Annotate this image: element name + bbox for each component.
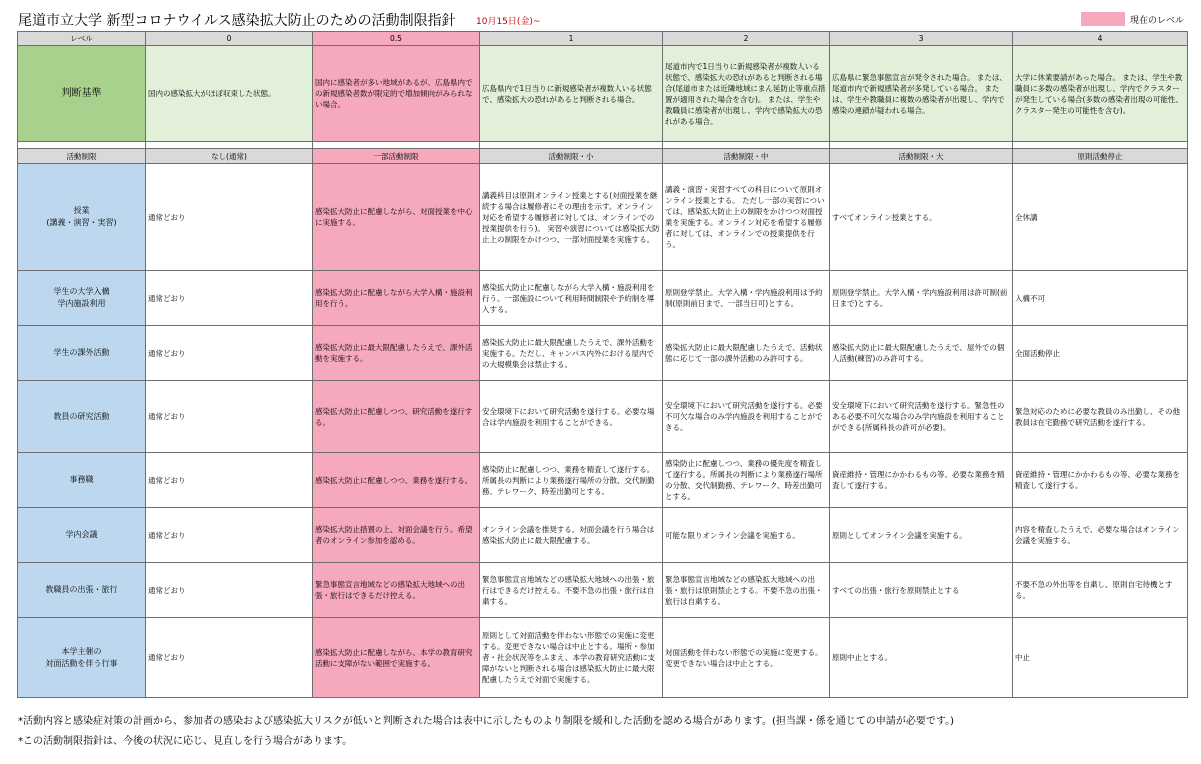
table-cell: 原則としてオンライン会議を実施する。 <box>830 508 1013 563</box>
level-3: 3 <box>830 32 1013 46</box>
criteria-cell: 尾道市内で1日当りに新規感染者が複数人いる状態で、感染拡大の恐れがあると判断される場合(尾道市または近隣地域にまん延防止等重点措置が適用された場合を含む)。 または、学生や教職員に感染者が出現し、学内で感染拡大の恐れがある場合。 <box>663 46 830 142</box>
table-cell: すべての出張・旅行を原則禁止とする <box>830 563 1013 618</box>
table-row <box>18 164 1188 271</box>
table-cell: 資産維持・管理にかかわるもの等、必要な業務を精査して遂行する。 <box>830 453 1013 508</box>
table-cell: 緊急対応のために必要な教員のみ出勤し、その他教員は在宅勤務で研究活動を遂行する。 <box>1013 381 1188 453</box>
table-cell: 感染防止に配慮しつつ、業務の優先度を精査して遂行する。所属長の判断により業務遂行場所の分散、交代制勤務、テレワーク、時差出勤可とする。 <box>663 453 830 508</box>
activity-level-name: 活動制限・大 <box>830 149 1013 164</box>
activity-level-name: 原則活動停止 <box>1013 149 1188 164</box>
table-cell: 感染拡大防止に配慮しながら、対面授業を中心に実施する。 <box>313 164 480 271</box>
table-cell: すべてオンライン授業とする。 <box>830 164 1013 271</box>
table-cell: 感染防止に配慮しつつ、業務を精査して遂行する。所属長の判断により業務遂行場所の分散、交代制勤務、テレワーク、時差出勤可とする。 <box>480 453 663 508</box>
table-row <box>18 618 1188 698</box>
table-cell: 全面活動停止 <box>1013 326 1188 381</box>
table-cell: 講義・演習・実習すべての科目について原則オンライン授業とする。 ただし一部の実習については、感染拡大防止上の制限をかけつつ対面授業を実施する。オンライン対応を希望する履修者に対しては、オンラインでの授業提供を行う。 <box>663 164 830 271</box>
table-row <box>18 563 1188 618</box>
criteria-cell: 大学に休業要請があった場合。 または、学生や教職員に多数の感染者が出現し、学内でクラスターが発生している場合(多数の感染者出現の可能性、クラスター発生の可能性を含む)。 <box>1013 46 1188 142</box>
criteria-cell: 広島県に緊急事態宣言が発令された場合。 または、尾道市内で新規感染者が多発している場合。 または、学生や教職員に複数の感染者が出現し、学内で感染の連鎖が疑われる場合。 <box>830 46 1013 142</box>
table-cell: 資産維持・管理にかかわるもの等、必要な業務を精査して遂行する。 <box>1013 453 1188 508</box>
table-cell: 通常どおり <box>146 271 313 326</box>
table-cell: 通常どおり <box>146 618 313 698</box>
table-cell: 原則中止とする。 <box>830 618 1013 698</box>
table-cell: 講義科目は原則オンライン授業とする(対面授業を継続する場合は履修者にその理由を示す。オンライン対応を希望する履修者に対しては、オンラインでの授業提供を行う)。 実習や演習については感染拡大防止上の制限をかけつつ、一部対面授業を実施する。 <box>480 164 663 271</box>
criteria-label: 判断基準 <box>18 46 146 142</box>
level-4: 4 <box>1013 32 1188 46</box>
table-cell: 原則登学禁止。大学入構・学内施設利用は許可制(前日まで)とする。 <box>830 271 1013 326</box>
row-label-events: 本学主催の 対面活動を伴う行事 <box>18 618 146 698</box>
activity-restriction-table <box>17 31 1188 698</box>
current-level-legend-label: 現在のレベル <box>1130 16 1185 26</box>
table-cell: 感染拡大防止に最大限配慮したうえで、課外活動を実施する。 <box>313 326 480 381</box>
row-label-meetings: 学内会議 <box>18 508 146 563</box>
footnotes <box>18 712 954 752</box>
table-cell: 全休講 <box>1013 164 1188 271</box>
criteria-cell: 国内に感染者が多い地域があるが、広島県内での新規感染者数が限定的で増加傾向がみられない場合。 <box>313 46 480 142</box>
table-row <box>18 453 1188 508</box>
footnote: *この活動制限指針は、今後の状況に応じ、見直しを行う場合があります。 <box>18 736 353 747</box>
table-cell: 緊急事態宣言地域などの感染拡大地域への出張・旅行はできるだけ控える。不要不急の出張・旅行は自粛する。 <box>480 563 663 618</box>
level-2: 2 <box>663 32 830 46</box>
table-row <box>18 271 1188 326</box>
level-header-row <box>18 32 1188 46</box>
criteria-cell: 広島県内で1日当りに新規感染者が複数人いる状態で、感染拡大の恐れがあると判断される場合。 <box>480 46 663 142</box>
document-header <box>18 8 1188 30</box>
table-cell: 可能な限りオンライン会議を実施する。 <box>663 508 830 563</box>
table-cell: 通常どおり <box>146 381 313 453</box>
criteria-cell: 国内の感染拡大がほぼ収束した状態。 <box>146 46 313 142</box>
table-cell: 通常どおり <box>146 563 313 618</box>
table-cell: 安全環境下において研究活動を遂行する。必要な場合は学内施設を利用することができる。 <box>480 381 663 453</box>
table-cell: 感染拡大防止に配慮しながら、本学の教育研究活動に支障がない範囲で実施する。 <box>313 618 480 698</box>
table-cell: 通常どおり <box>146 164 313 271</box>
table-cell: 安全環境下において研究活動を遂行する。必要不可欠な場合のみ学内施設を利用することができる。 <box>663 381 830 453</box>
table-cell: 通常どおり <box>146 453 313 508</box>
table-cell: 感染拡大防止に最大限配慮したうえで、活動状態に応じて一部の課外活動のみ許可する。 <box>663 326 830 381</box>
table-cell: 安全環境下において研究活動を遂行する。緊急性のある必要不可欠な場合のみ学内施設を利用することができる(所属科長の許可が必要)。 <box>830 381 1013 453</box>
table-cell: 不要不急の外出等を自粛し、原則自宅待機とする。 <box>1013 563 1188 618</box>
table-cell: 感染拡大防止に配慮しながら大学入構・施設利用を行う。一部施設について利用時間制限や予約制を導入する。 <box>480 271 663 326</box>
table-cell: 感染拡大防止に最大限配慮したうえで、屋外での個人活動(練習)のみ許可する。 <box>830 326 1013 381</box>
row-label-business-travel: 教職員の出張・旅行 <box>18 563 146 618</box>
table-cell: 感染拡大防止に配慮しつつ、研究活動を遂行する。 <box>313 381 480 453</box>
effective-date: 10月15日(金)~ <box>476 17 541 27</box>
table-cell: 緊急事態宣言地域などの感染拡大地域への出張・旅行は原則禁止とする。不要不急の出張・旅行は自粛する。 <box>663 563 830 618</box>
table-cell: 感染拡大防止措置の上、対面会議を行う。希望者のオンライン参加を認める。 <box>313 508 480 563</box>
activity-header-row <box>18 149 1188 164</box>
table-cell: 緊急事態宣言地域などの感染拡大地域への出張・旅行はできるだけ控える。 <box>313 563 480 618</box>
row-label-campus-entry: 学生の大学入構 学内施設利用 <box>18 271 146 326</box>
table-cell: 通常どおり <box>146 326 313 381</box>
table-cell: 入構不可 <box>1013 271 1188 326</box>
level-1: 1 <box>480 32 663 46</box>
table-cell: 感染拡大防止に最大限配慮したうえで、課外活動を実施する。ただし、キャンパス内外における屋内での大規模集会は禁止する。 <box>480 326 663 381</box>
activity-level-name: 一部活動制限 <box>313 149 480 164</box>
table-row <box>18 326 1188 381</box>
level-0-5: 0.5 <box>313 32 480 46</box>
activity-header-label: 活動制限 <box>18 149 146 164</box>
table-cell: 原則登学禁止。大学入構・学内施設利用は予約制(原則前日まで、一部当日可)とする。 <box>663 271 830 326</box>
table-cell: 通常どおり <box>146 508 313 563</box>
level-header-label: レベル <box>18 32 146 46</box>
activity-level-name: 活動制限・中 <box>663 149 830 164</box>
table-cell: オンライン会議を推奨する。対面会議を行う場合は感染拡大防止に最大限配慮する。 <box>480 508 663 563</box>
document-title: 尾道市立大学 新型コロナウイルス感染拡大防止のための活動制限指針 <box>18 13 456 29</box>
table-cell: 対面活動を伴わない形態での実施に変更する。変更できない場合は中止とする。 <box>663 618 830 698</box>
footnote: *活動内容と感染症対策の計画から、参加者の感染および感染拡大リスクが低いと判断された場合は表中に示したものより制限を緩和した活動を認める場合があります。(担当課・係を通じての申請が必要です。) <box>18 716 955 727</box>
table-row <box>18 508 1188 563</box>
row-label-research: 教員の研究活動 <box>18 381 146 453</box>
table-cell: 原則として対面活動を伴わない形態での実施に変更する。変更できない場合は中止とする。場所・参加者・社会状況等をふまえ、本学の教育研究活動に支障がないと判断される場合は感染拡大防止に最大限配慮したうえで対面で実施する。 <box>480 618 663 698</box>
criteria-row <box>18 46 1188 142</box>
table-cell: 内容を精査したうえで、必要な場合はオンライン会議を実施する。 <box>1013 508 1188 563</box>
row-label-classes: 授業 (講義・演習・実習) <box>18 164 146 271</box>
table-cell: 感染拡大防止に配慮しつつ、業務を遂行する。 <box>313 453 480 508</box>
table-spacer-row <box>18 142 1188 149</box>
table-row <box>18 381 1188 453</box>
table-cell: 感染拡大防止に配慮しながら大学入構・施設利用を行う。 <box>313 271 480 326</box>
current-level-legend-swatch <box>1081 12 1125 26</box>
activity-level-name: 活動制限・小 <box>480 149 663 164</box>
row-label-extracurricular: 学生の課外活動 <box>18 326 146 381</box>
row-label-admin-staff: 事務職 <box>18 453 146 508</box>
activity-level-name: なし(通常) <box>146 149 313 164</box>
table-cell: 中止 <box>1013 618 1188 698</box>
level-0: 0 <box>146 32 313 46</box>
